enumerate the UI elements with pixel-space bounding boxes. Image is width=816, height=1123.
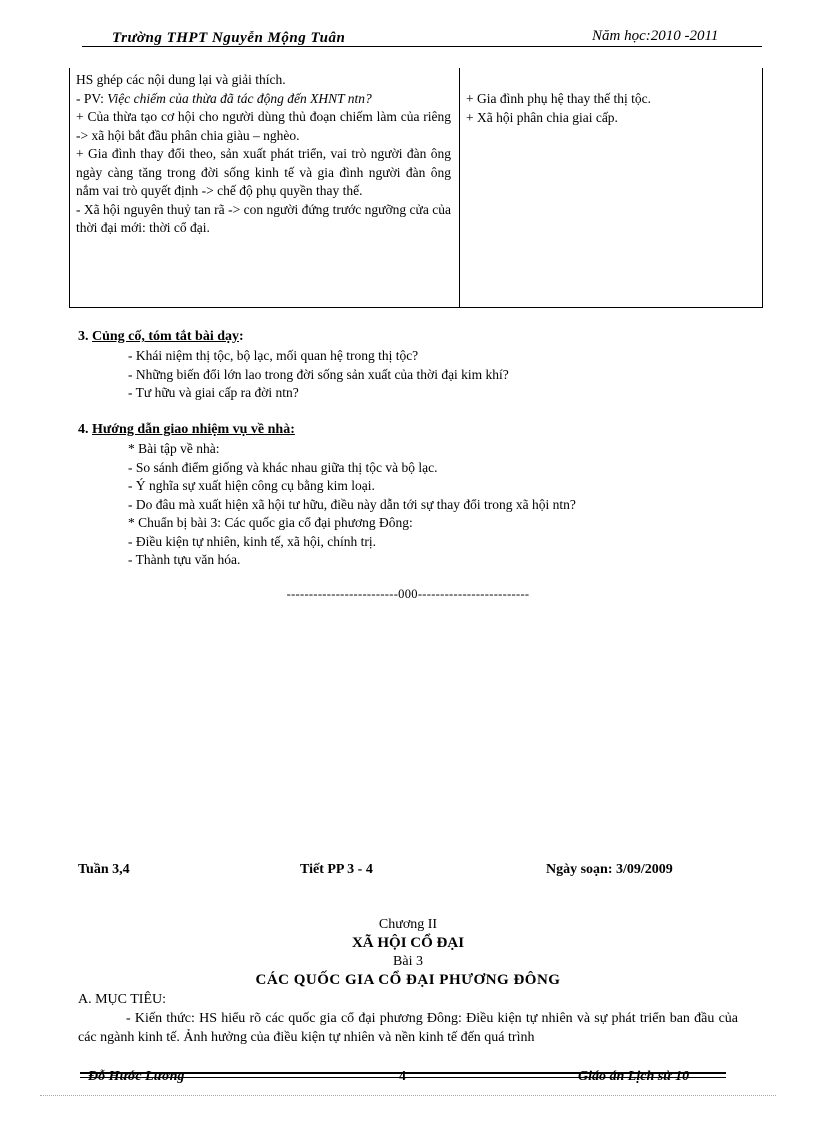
header-rule bbox=[82, 46, 762, 47]
table-line bbox=[76, 90, 451, 109]
table-line: - Xã hội nguyên thuỷ tan rã -> con người đứng trước ngưỡng cửa của thời đại mới: thời cổ đại. bbox=[76, 201, 451, 235]
list-item: - Khái niệm thị tộc, bộ lạc, mối quan hệ trong thị tộc? bbox=[128, 348, 419, 363]
page-bottom-dots bbox=[40, 1095, 776, 1096]
objectives-heading: A. MỤC TIÊU: bbox=[78, 992, 167, 1007]
table-line: HS ghép các nội dung lại và giải thích. bbox=[76, 72, 286, 87]
section-number: 4. bbox=[78, 422, 92, 437]
header-school: Trường THPT Nguyễn Mộng Tuân bbox=[112, 30, 346, 46]
section-4-heading bbox=[78, 422, 295, 438]
list-item: - Tư hữu và giai cấp ra đời ntn? bbox=[128, 385, 299, 400]
table-line: + Gia đình phụ hệ thay thế thị tộc. bbox=[466, 91, 651, 106]
table-line: + Xã hội phân chia giai cấp. bbox=[466, 109, 618, 125]
footer-page-number: 4 bbox=[399, 1069, 406, 1084]
question-text: Việc chiếm của thừa đã tác động đến XHNT ntn? bbox=[107, 90, 372, 106]
chapter-label: Chương II bbox=[378, 917, 438, 932]
section-title: Củng cố, tóm tắt bài dạy bbox=[92, 329, 240, 344]
list-item: - Ý nghĩa sự xuất hiện công cụ bằng kim loại. bbox=[128, 478, 375, 493]
section-colon: : bbox=[239, 329, 244, 344]
table-line: + Gia đình thay đổi theo, sản xuất phát triển, vai trò người đàn ông ngày càng tăng trong đời sống kinh tế và gia đình người đàn ông nắm vai trò quyết định -> chế độ phụ quyền thay thế. bbox=[76, 146, 451, 198]
footer-author: Đỗ Hước Lương bbox=[88, 1069, 185, 1084]
section-number: 3. bbox=[78, 329, 92, 344]
footer-title: Giáo án Lịch sử 10 bbox=[578, 1069, 690, 1084]
list-item: - Thành tựu văn hóa. bbox=[128, 552, 241, 567]
chapter-title: XÃ HỘI CỔ ĐẠI bbox=[351, 935, 465, 951]
section-separator: -------------------------000------------------------- bbox=[286, 587, 530, 601]
list-item: - Do đâu mà xuất hiện xã hội tư hữu, điều này dẫn tới sự thay đổi trong xã hội ntn? bbox=[128, 496, 576, 512]
section-4-list bbox=[128, 440, 576, 570]
header-school-year: Năm học:2010 -2011 bbox=[592, 28, 719, 44]
objectives-text: - Kiến thức: HS hiểu rõ các quốc gia cổ đại phương Đông: Điều kiện tự nhiên và sự phát triển ban đầu của các ngành kinh tế. Ảnh hưởng của điều kiện tự nhiên và nền kinh tế đến quá trình bbox=[78, 1011, 738, 1045]
lesson-title: CÁC QUỐC GIA CỔ ĐẠI PHƯƠNG ĐÔNG bbox=[255, 972, 561, 988]
section-3-heading bbox=[78, 329, 244, 345]
lesson-date: Ngày soạn: 3/09/2009 bbox=[546, 862, 673, 877]
list-item: * Bài tập về nhà: bbox=[128, 441, 220, 456]
lesson-label: Bài 3 bbox=[393, 954, 423, 969]
table-left-cell bbox=[76, 71, 451, 238]
content-table bbox=[69, 68, 763, 308]
question-prefix: - PV: bbox=[76, 90, 108, 106]
section-title: Hướng dẫn giao nhiệm vụ về nhà: bbox=[92, 422, 295, 437]
table-column-divider bbox=[459, 68, 460, 307]
list-item: - Điều kiện tự nhiên, kinh tế, xã hội, chính trị. bbox=[128, 533, 377, 549]
list-item: * Chuẩn bị bài 3: Các quốc gia cổ đại phương Đông: bbox=[128, 515, 413, 530]
lesson-week: Tuần 3,4 bbox=[78, 862, 130, 877]
lesson-period: Tiết PP 3 - 4 bbox=[300, 862, 373, 877]
table-right-cell bbox=[466, 90, 756, 127]
list-item: - So sánh điểm giống và khác nhau giữa thị tộc và bộ lạc. bbox=[128, 459, 438, 475]
list-item: - Những biến đổi lớn lao trong đời sống sản xuất của thời đại kim khí? bbox=[128, 366, 509, 382]
section-3-list bbox=[128, 347, 509, 403]
table-line: + Của thừa tạo cơ hội cho người dùng thủ đoạn chiếm làm của riêng -> xã hội bắt đầu phân chia giàu – nghèo. bbox=[76, 109, 451, 143]
